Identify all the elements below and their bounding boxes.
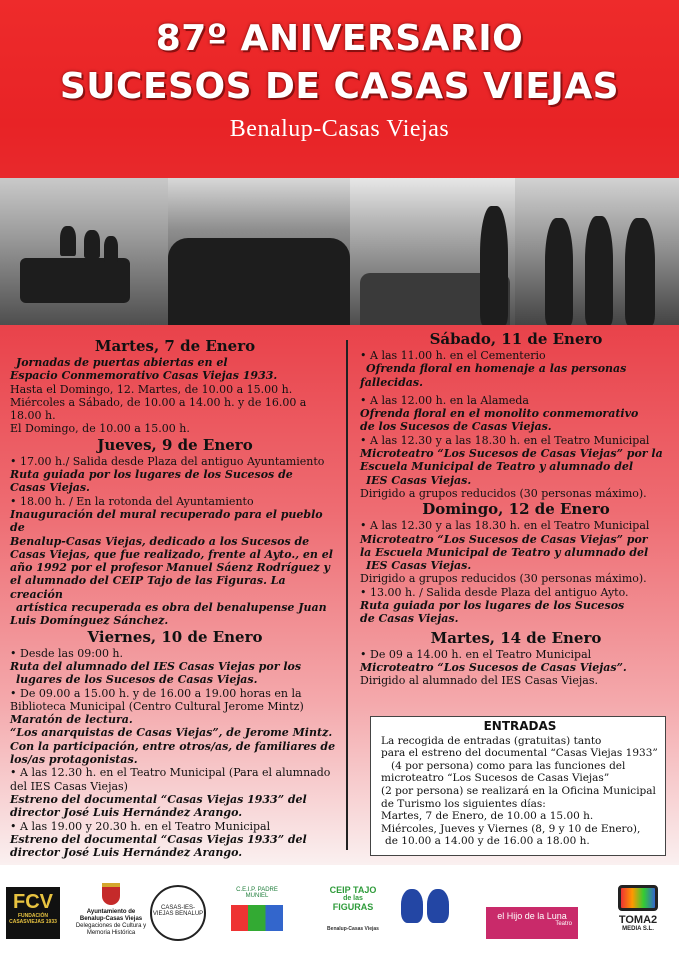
- day-heading-jueves-9: Jueves, 9 de Enero: [97, 435, 253, 454]
- event-text: Con la participación, entre otros/as, de familiares de: [10, 739, 336, 753]
- tickets-text: Martes, 7 de Enero, de 10.00 a 15.00 h.: [381, 810, 594, 823]
- tickets-text: microteatro “Los Sucesos de Casas Viejas”: [381, 772, 610, 785]
- event-text: del IES Casas Viejas): [10, 779, 128, 793]
- event-time: • 17.00 h./ Salida desde Plaza del antiguo Ayuntamiento: [10, 455, 340, 468]
- tickets-box: [370, 716, 666, 856]
- event-text: Casas Viejas, que fue realizado, frente al Ayto., en el: [10, 547, 333, 561]
- event-text: Hasta el Domingo, 12. Martes, de 10.00 a 15.00 h.: [10, 382, 293, 396]
- event-time: • 13.00 h. / Salida desde Plaza del antiguo Ayto.: [360, 586, 672, 599]
- event-text: Microteatro “Los Sucesos de Casas Viejas”.: [360, 660, 627, 674]
- historic-photo-crowd: [168, 178, 350, 325]
- event-text: Ruta guiada por los lugares de los Sucesos de: [10, 468, 293, 482]
- event-text: año 1992 por el profesor Manuel Sáenz Rodríguez y: [10, 561, 330, 575]
- event-text: Inauguración del mural recuperado para el pueblo de: [10, 507, 323, 535]
- event-text: fallecidas.: [360, 375, 423, 389]
- column-divider: [346, 340, 348, 850]
- event-text: IES Casas Viejas.: [366, 473, 472, 487]
- historic-photo-strip: [0, 178, 679, 325]
- hand-icon: [401, 889, 423, 923]
- event-text: Escuela Municipal de Teatro y alumnado del: [360, 460, 634, 474]
- tickets-text: (4 por persona) como para las funciones del: [391, 759, 626, 772]
- event-text: Estreno del documental “Casas Viejas 1933” del: [10, 832, 307, 846]
- event-text: Ruta guiada por los lugares de los Sucesos: [360, 599, 625, 613]
- event-time: • A las 12.30 h. en el Teatro Municipal (Para el alumnado: [10, 766, 340, 779]
- event-text: la Escuela Municipal de Teatro y alumnado del: [360, 545, 649, 559]
- event-text: lugares de los Sucesos de Casas Viejas.: [16, 673, 258, 687]
- event-text: Dirigido a grupos reducidos (30 personas máximo).: [360, 486, 647, 500]
- event-text: Biblioteca Municipal (Centro Cultural Jerome Mintz): [10, 699, 304, 713]
- event-text: Microteatro “Los Sucesos de Casas Viejas” por: [360, 532, 648, 546]
- books-icon: [231, 905, 283, 931]
- header-banner: [0, 0, 679, 178]
- event-text: Ruta del alumnado del IES Casas Viejas por los: [10, 659, 302, 673]
- event-text: Casas Viejas.: [10, 481, 90, 495]
- day-heading-sabado-11: Sábado, 11 de Enero: [429, 330, 603, 348]
- hand-icon: [427, 889, 449, 923]
- event-time: • A las 19.00 y 20.30 h. en el Teatro Municipal: [10, 820, 340, 833]
- event-text: IES Casas Viejas.: [366, 559, 472, 573]
- ayuntamiento-logo: Ayuntamiento de Benalup-Casas Viejas Delegaciones de Cultura y Memoria Histórica: [70, 883, 152, 953]
- sponsor-logos: [0, 865, 679, 960]
- event-text: Miércoles a Sábado, de 10.00 a 14.00 h. y de 16.00 a 18.00 h.: [10, 395, 307, 423]
- event-time: • A las 12.30 y a las 18.30 h. en el Teatro Municipal: [360, 519, 672, 532]
- day-heading-domingo-12: Domingo, 12 de Enero: [422, 500, 610, 519]
- tickets-text: de 10.00 a 14.00 y de 16.00 a 18.00 h.: [385, 835, 590, 848]
- event-text: Ofrenda floral en el monolito conmemorativo: [360, 407, 639, 421]
- historic-photo-street: [350, 178, 515, 325]
- event-text: los/as protagonistas.: [10, 753, 138, 767]
- tickets-text: Miércoles, Jueves y Viernes (8, 9 y 10 de Enero),: [381, 822, 641, 835]
- coat-of-arms-icon: [102, 883, 120, 905]
- event-text: “Los anarquistas de Casas Viejas”, de Jerome Mintz.: [10, 726, 333, 740]
- event-time: • A las 11.00 h. en el Cementerio: [360, 349, 672, 362]
- event-text: Maratón de lectura.: [10, 713, 133, 727]
- event-text: director José Luis Hernández Arango.: [10, 806, 243, 820]
- tickets-text: de Turismo los siguientes días:: [381, 797, 546, 810]
- event-text: Estreno del documental “Casas Viejas 1933” del: [10, 792, 307, 806]
- event-text: artística recuperada es obra del benalupense Juan: [16, 601, 327, 615]
- program-right-column: [360, 330, 672, 688]
- event-text: Ofrenda floral en homenaje a las personas: [366, 362, 627, 376]
- event-time: • A las 12.00 h. en la Alameda: [360, 394, 672, 407]
- ceip-padre-muniel-logo: C.E.I.P. PADRE MUNIEL: [225, 887, 289, 943]
- event-time: • 18.00 h. / En la rotonda del Ayuntamiento: [10, 495, 340, 508]
- event-text: Espacio Conmemorativo Casas Viejas 1933.: [10, 369, 278, 383]
- event-text: el alumnado del CEIP Tajo de las Figuras. La creación: [10, 574, 286, 601]
- program-left-column: [10, 337, 340, 859]
- tickets-text: La recogida de entradas (gratuitas) tanto: [381, 734, 602, 747]
- ies-casas-viejas-logo: CASAS-IES-VIEJAS BENALUP: [150, 885, 206, 941]
- event-text: de los Sucesos de Casas Viejas.: [360, 420, 552, 434]
- event-time: • Desde las 09:00 h.: [10, 647, 340, 660]
- event-text: Luis Domínguez Sánchez.: [10, 614, 169, 628]
- event-text: director José Luis Hernández Arango.: [10, 846, 243, 860]
- tickets-text: (2 por persona) se realizará en la Oficina Municipal: [381, 784, 656, 797]
- day-heading-viernes-10: Viernes, 10 de Enero: [87, 627, 263, 646]
- event-text: Microteatro “Los Sucesos de Casas Viejas” por la: [360, 447, 663, 461]
- event-text: El Domingo, de 10.00 a 15.00 h.: [10, 422, 190, 436]
- fundacion-casasviejas-logo: FCV FUNDACIÓN CASASVIEJAS 1933: [6, 887, 60, 939]
- subtitle: Benalup-Casas Viejas: [229, 116, 450, 142]
- blue-hands-logo: [395, 885, 455, 945]
- day-heading-martes-14: Martes, 14 de Enero: [430, 628, 602, 647]
- title-line-2: SUCESOS DE CASAS VIEJAS: [59, 66, 620, 107]
- tv-icon: [618, 885, 658, 911]
- ceip-tajo-figuras-logo: CEIP TAJO de las FIGURAS Benalup-Casas Viejas: [327, 885, 379, 932]
- event-time: • A las 12.30 y a las 18.30 h. en el Teatro Municipal: [360, 434, 672, 447]
- title-line-1: 87º ANIVERSARIO: [155, 18, 524, 59]
- event-time: • De 09 a 14.00 h. en el Teatro Municipal: [360, 648, 672, 661]
- event-text: Jornadas de puertas abiertas en el: [16, 356, 228, 369]
- event-text: Dirigido a grupos reducidos (30 personas máximo).: [360, 572, 647, 586]
- tickets-text: para el estreno del documental “Casas Viejas 1933”: [381, 747, 658, 760]
- historic-photo-guards: [515, 178, 679, 325]
- event-time: • De 09.00 a 15.00 h. y de 16.00 a 19.00 horas en la: [10, 687, 340, 700]
- tickets-title: ENTRADAS: [483, 719, 557, 733]
- toma2-media-logo: TOMA2 MEDIA S.L.: [604, 885, 672, 949]
- el-hijo-de-la-luna-logo: el Hijo de la Luna Teatro: [486, 907, 578, 939]
- event-text: Benalup-Casas Viejas, dedicado a los Sucesos de: [10, 534, 310, 548]
- event-text: Dirigido al alumnado del IES Casas Viejas.: [360, 674, 598, 688]
- event-text: de Casas Viejas.: [360, 612, 459, 626]
- historic-photo-truck: [0, 178, 168, 325]
- day-heading-martes-7: Martes, 7 de Enero: [94, 337, 256, 355]
